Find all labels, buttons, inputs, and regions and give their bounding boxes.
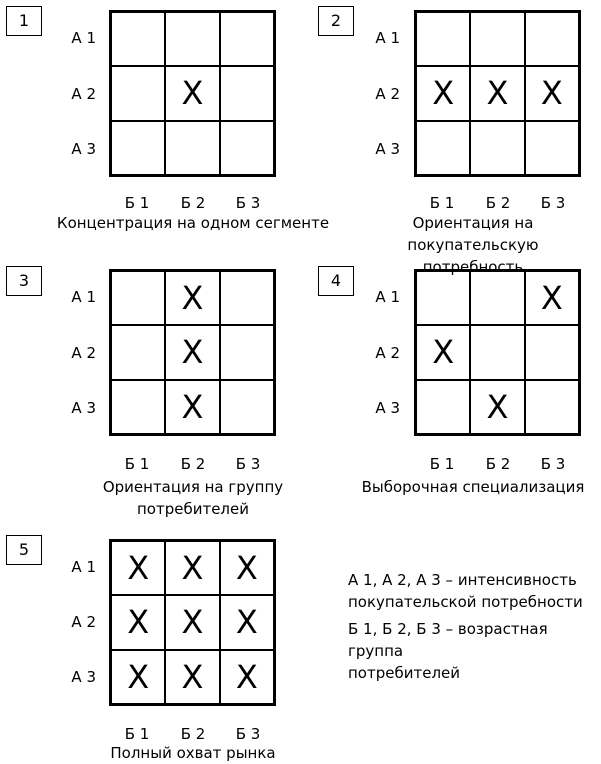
panel-number: 4: [318, 266, 354, 296]
col-label-b1: Б 1: [124, 194, 150, 212]
row-label-a1: А 1: [375, 29, 400, 47]
grid-cell: [470, 12, 524, 66]
panel-caption: Выборочная специализация: [361, 478, 585, 496]
grid-cell: [111, 325, 165, 379]
grid-cell: [220, 121, 274, 175]
panel-number: 2: [318, 6, 354, 36]
grid-cell: [525, 380, 579, 434]
segment-grid: [414, 269, 581, 436]
col-label-b3: Б 3: [540, 194, 566, 212]
grid-cell: X: [470, 66, 524, 120]
col-label-b1: Б 1: [124, 455, 150, 473]
grid-cell: [111, 271, 165, 325]
row-label-a1: А 1: [71, 288, 96, 306]
panel-caption: Ориентация на покупательскую потребность: [407, 214, 539, 276]
grid-cell: X: [165, 541, 219, 595]
grid-cell: X: [525, 271, 579, 325]
grid-cell: [470, 121, 524, 175]
row-label-a1: А 1: [375, 288, 400, 306]
grid-cell: [470, 271, 524, 325]
panel-number: 3: [6, 266, 42, 296]
row-label-a3: А 3: [71, 140, 96, 158]
row-label-a1: А 1: [71, 29, 96, 47]
row-label-a3: А 3: [71, 399, 96, 417]
grid-cell: X: [220, 541, 274, 595]
row-label-a3: А 3: [375, 140, 400, 158]
col-label-b2: Б 2: [180, 725, 206, 743]
grid-cell: [416, 121, 470, 175]
row-label-a2: А 2: [71, 344, 96, 362]
segment-grid: [109, 10, 276, 177]
row-label-a2: А 2: [71, 613, 96, 631]
panel-number: 1: [6, 6, 42, 36]
grid-cell: [220, 12, 274, 66]
legend-b-description: Б 1, Б 2, Б 3 – возрастная группа потребителей: [348, 620, 548, 682]
col-label-b2: Б 2: [485, 194, 511, 212]
row-label-a3: А 3: [71, 668, 96, 686]
grid-cell: [525, 12, 579, 66]
col-label-b1: Б 1: [429, 194, 455, 212]
grid-cell: X: [165, 380, 219, 434]
legend-a-description: А 1, А 2, А 3 – интенсивность покупательской потребности: [348, 571, 583, 611]
col-label-b1: Б 1: [429, 455, 455, 473]
panel-caption: Ориентация на группу потребителей: [102, 478, 284, 518]
col-label-b3: Б 3: [540, 455, 566, 473]
col-label-b3: Б 3: [235, 455, 261, 473]
grid-cell: [220, 380, 274, 434]
grid-cell: [111, 66, 165, 120]
grid-cell: [525, 121, 579, 175]
grid-cell: X: [470, 380, 524, 434]
grid-cell: X: [416, 325, 470, 379]
row-label-a2: А 2: [375, 344, 400, 362]
grid-cell: [165, 121, 219, 175]
col-label-b1: Б 1: [124, 725, 150, 743]
grid-cell: X: [111, 650, 165, 704]
grid-cell: X: [165, 66, 219, 120]
grid-cell: [111, 380, 165, 434]
grid-cell: X: [165, 271, 219, 325]
segment-grid: [109, 269, 276, 436]
panel-caption: Концентрация на одном сегменте: [56, 214, 330, 232]
grid-cell: [220, 325, 274, 379]
grid-cell: [220, 271, 274, 325]
grid-cell: X: [525, 66, 579, 120]
row-label-a1: А 1: [71, 558, 96, 576]
grid-cell: [416, 12, 470, 66]
grid-cell: [165, 12, 219, 66]
grid-cell: [470, 325, 524, 379]
col-label-b3: Б 3: [235, 194, 261, 212]
col-label-b3: Б 3: [235, 725, 261, 743]
grid-cell: X: [416, 66, 470, 120]
grid-cell: X: [111, 541, 165, 595]
grid-cell: X: [165, 650, 219, 704]
row-label-a3: А 3: [375, 399, 400, 417]
grid-cell: X: [220, 650, 274, 704]
grid-cell: X: [165, 325, 219, 379]
col-label-b2: Б 2: [485, 455, 511, 473]
grid-cell: [525, 325, 579, 379]
grid-cell: [220, 66, 274, 120]
row-label-a2: А 2: [71, 85, 96, 103]
col-label-b2: Б 2: [180, 455, 206, 473]
panel-caption: Полный охват рынка: [110, 744, 276, 762]
grid-cell: X: [220, 595, 274, 649]
col-label-b2: Б 2: [180, 194, 206, 212]
segment-grid: [109, 539, 276, 706]
grid-cell: [416, 271, 470, 325]
row-label-a2: А 2: [375, 85, 400, 103]
grid-cell: [111, 121, 165, 175]
grid-cell: X: [165, 595, 219, 649]
grid-cell: X: [111, 595, 165, 649]
segment-grid: [414, 10, 581, 177]
panel-number: 5: [6, 535, 42, 565]
grid-cell: [111, 12, 165, 66]
grid-cell: [416, 380, 470, 434]
